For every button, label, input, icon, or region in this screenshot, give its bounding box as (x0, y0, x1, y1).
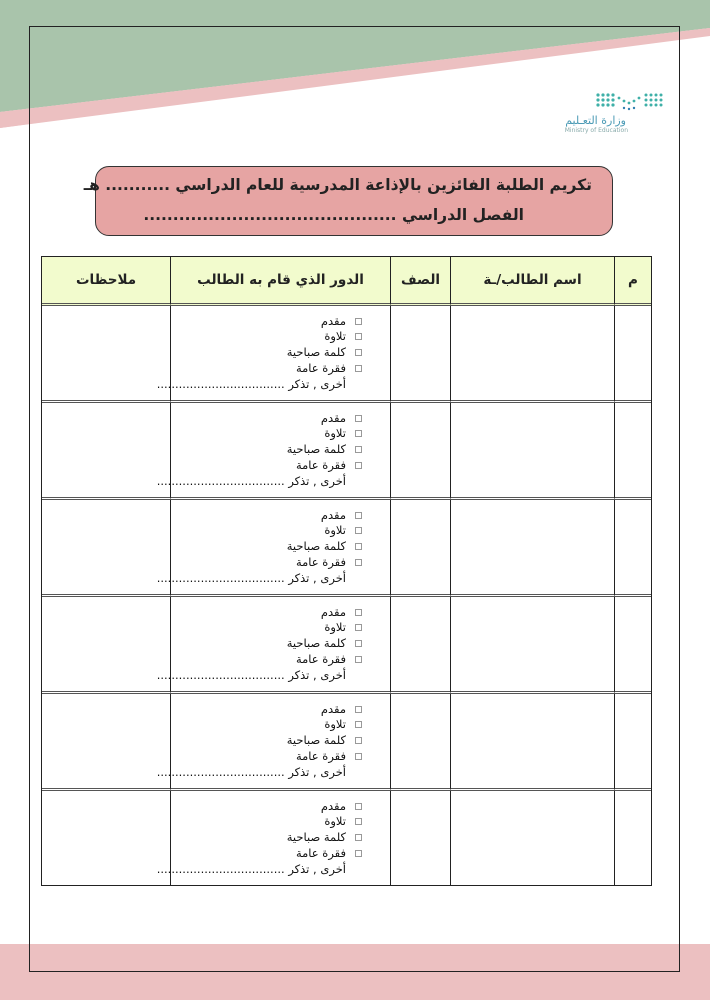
header-role: الدور الذي قام به الطالب (170, 257, 390, 306)
role-cell (156, 306, 390, 403)
role-option-label: أخرى , تذكر ................................... (156, 570, 346, 585)
role-option[interactable] (156, 473, 362, 490)
role-options (156, 604, 390, 684)
class-cell[interactable] (390, 306, 450, 403)
role-option-label: كلمة صباحية (286, 345, 346, 360)
role-option[interactable] (171, 717, 362, 733)
table-row (42, 306, 651, 403)
role-option[interactable] (171, 733, 362, 749)
checkbox-icon[interactable] (355, 737, 362, 744)
role-option[interactable] (171, 830, 362, 846)
table-row (42, 791, 651, 885)
role-option[interactable] (156, 764, 362, 781)
checkbox-icon[interactable] (355, 333, 362, 340)
num-cell[interactable] (614, 694, 651, 791)
role-option[interactable] (156, 861, 362, 878)
role-options (156, 507, 390, 587)
checkbox-icon[interactable] (355, 721, 362, 728)
role-cell (156, 403, 390, 500)
role-option[interactable] (171, 314, 362, 330)
role-option-label: فقرة عامة (295, 554, 346, 569)
role-option[interactable] (156, 376, 362, 393)
ministry-logo (556, 90, 666, 148)
checkbox-icon[interactable] (355, 803, 362, 810)
role-cell (156, 500, 390, 597)
checkbox-icon[interactable] (355, 462, 362, 469)
role-option-label: تلاوة (324, 523, 346, 538)
checkbox-icon[interactable] (355, 430, 362, 437)
role-option[interactable] (171, 636, 362, 652)
notes-cell[interactable] (42, 597, 170, 694)
name-cell[interactable] (450, 306, 614, 403)
checkbox-icon[interactable] (355, 365, 362, 372)
role-option[interactable] (171, 539, 362, 555)
table-row (42, 597, 651, 694)
role-option-label: فقرة عامة (295, 845, 346, 860)
role-option[interactable] (171, 442, 362, 458)
checkbox-icon[interactable] (355, 640, 362, 647)
checkbox-icon[interactable] (355, 818, 362, 825)
ministry-name-arabic: وزارة التعـليم (565, 114, 626, 127)
header-class: الصف (390, 257, 450, 306)
name-cell[interactable] (450, 403, 614, 500)
class-cell[interactable] (390, 597, 450, 694)
title-line-2: الفصل الدراسي ........................................... (143, 206, 524, 224)
notes-cell[interactable] (42, 791, 170, 885)
role-option-label: أخرى , تذكر ................................... (156, 473, 346, 488)
notes-cell[interactable] (42, 306, 170, 403)
checkbox-icon[interactable] (355, 609, 362, 616)
checkbox-icon[interactable] (355, 656, 362, 663)
title-line-1: تكريم الطلبة الفائزين بالإذاعة المدرسية للعام الدراسي ........... هـ (83, 176, 592, 194)
role-option-label: كلمة صباحية (286, 442, 346, 457)
checkbox-icon[interactable] (355, 559, 362, 566)
role-option-label: كلمة صباحية (286, 636, 346, 651)
role-option-label: فقرة عامة (295, 360, 346, 375)
name-cell[interactable] (450, 791, 614, 885)
role-option-label: تلاوة (324, 717, 346, 732)
checkbox-icon[interactable] (355, 527, 362, 534)
role-option-label: تلاوة (324, 426, 346, 441)
role-option-label: أخرى , تذكر ................................... (156, 376, 346, 391)
role-option[interactable] (171, 814, 362, 830)
role-option[interactable] (156, 667, 362, 684)
role-option[interactable] (171, 411, 362, 427)
ministry-name-english: Ministry of Education (564, 127, 628, 134)
table-row (42, 500, 651, 597)
class-cell[interactable] (390, 791, 450, 885)
role-option[interactable] (171, 749, 362, 765)
role-option[interactable] (171, 458, 362, 474)
role-option-label: مقدم (320, 701, 346, 716)
role-cell (156, 597, 390, 694)
role-option-label: فقرة عامة (295, 457, 346, 472)
role-option-label: أخرى , تذكر ................................... (156, 764, 346, 779)
role-option-label: أخرى , تذكر ................................... (156, 861, 346, 876)
checkbox-icon[interactable] (355, 446, 362, 453)
table-header-row (42, 257, 651, 306)
role-option[interactable] (171, 799, 362, 815)
checkbox-icon[interactable] (355, 850, 362, 857)
name-cell[interactable] (450, 694, 614, 791)
role-option-label: أخرى , تذكر ................................... (156, 667, 346, 682)
role-option-label: مقدم (320, 604, 346, 619)
role-option[interactable] (156, 570, 362, 587)
ministry-dots-logo-icon (594, 90, 666, 116)
checkbox-icon[interactable] (355, 753, 362, 760)
role-option[interactable] (171, 345, 362, 361)
role-option-label: مقدم (320, 507, 346, 522)
role-option-label: كلمة صباحية (286, 830, 346, 845)
role-option[interactable] (171, 508, 362, 524)
checkbox-icon[interactable] (355, 624, 362, 631)
num-cell[interactable] (614, 597, 651, 694)
class-cell[interactable] (390, 694, 450, 791)
notes-cell[interactable] (42, 500, 170, 597)
num-cell[interactable] (614, 791, 651, 885)
role-option[interactable] (171, 620, 362, 636)
role-options (156, 410, 390, 490)
checkbox-icon[interactable] (355, 543, 362, 550)
header-name: اسم الطالب/ـة (450, 257, 614, 306)
name-cell[interactable] (450, 597, 614, 694)
role-option[interactable] (171, 361, 362, 377)
role-option[interactable] (171, 652, 362, 668)
notes-cell[interactable] (42, 694, 170, 791)
role-options (156, 798, 390, 878)
role-option[interactable] (171, 329, 362, 345)
name-cell[interactable] (450, 500, 614, 597)
students-table (41, 256, 652, 886)
notes-cell[interactable] (42, 403, 170, 500)
role-option-label: مقدم (320, 798, 346, 813)
role-option[interactable] (171, 523, 362, 539)
num-cell[interactable] (614, 306, 651, 403)
role-options (156, 701, 390, 781)
role-option-label: كلمة صباحية (286, 539, 346, 554)
role-option-label: تلاوة (324, 329, 346, 344)
title-box (83, 166, 613, 236)
role-option[interactable] (171, 605, 362, 621)
role-options (156, 313, 390, 393)
role-option[interactable] (171, 702, 362, 718)
role-option-label: تلاوة (324, 620, 346, 635)
role-option-label: مقدم (320, 313, 346, 328)
class-cell[interactable] (390, 403, 450, 500)
class-cell[interactable] (390, 500, 450, 597)
role-option[interactable] (171, 555, 362, 571)
header-num: م (614, 257, 651, 306)
role-cell (156, 791, 390, 885)
role-option-label: مقدم (320, 410, 346, 425)
checkbox-icon[interactable] (355, 318, 362, 325)
role-option-label: تلاوة (324, 814, 346, 829)
checkbox-icon[interactable] (355, 706, 362, 713)
checkbox-icon[interactable] (355, 349, 362, 356)
checkbox-icon[interactable] (355, 415, 362, 422)
num-cell[interactable] (614, 500, 651, 597)
num-cell[interactable] (614, 403, 651, 500)
role-option-label: كلمة صباحية (286, 733, 346, 748)
role-option[interactable] (171, 426, 362, 442)
role-option-label: فقرة عامة (295, 651, 346, 666)
table-row (42, 694, 651, 791)
header-notes: ملاحظات (42, 257, 170, 306)
checkbox-icon[interactable] (355, 834, 362, 841)
role-cell (156, 694, 390, 791)
role-option[interactable] (171, 846, 362, 862)
checkbox-icon[interactable] (355, 512, 362, 519)
role-option-label: فقرة عامة (295, 748, 346, 763)
table-row (42, 403, 651, 500)
